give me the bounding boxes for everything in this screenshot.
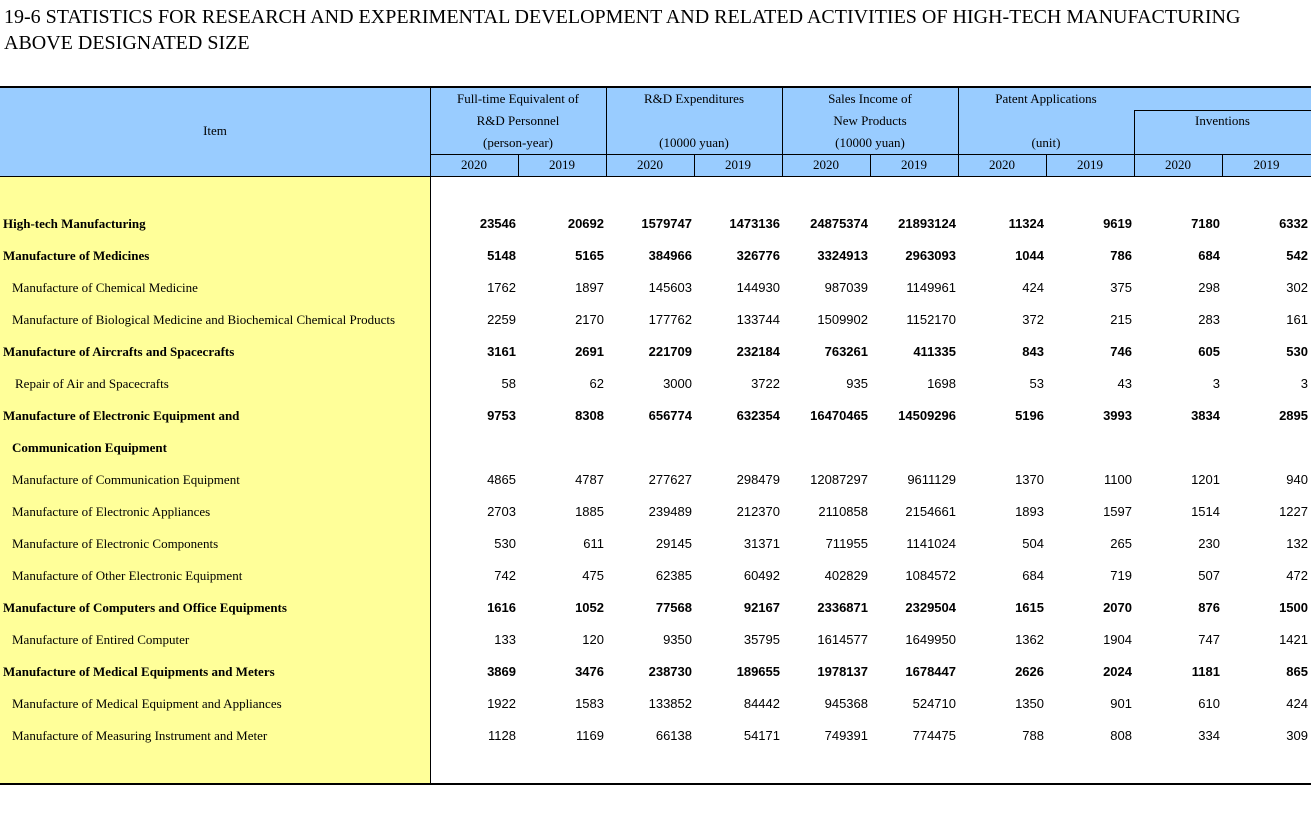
header-sales-line2: New Products: [833, 113, 907, 128]
table-cell: 4865: [487, 472, 516, 487]
table-cell: 3: [1212, 376, 1220, 391]
header-patent-unit: (unit): [1031, 135, 1061, 150]
row-label: Manufacture of Biological Medicine and Biochemical Chemical Products: [12, 312, 396, 327]
table-cell: 1128: [488, 728, 516, 743]
table-cell: 334: [1198, 728, 1220, 743]
table-cell: 935: [846, 376, 868, 391]
row-label: Manufacture of Aircrafts and Spacecrafts: [3, 344, 235, 359]
row-label: Manufacture of Computers and Office Equipments: [3, 600, 287, 615]
table-cell: 605: [1198, 344, 1220, 359]
row-label: Manufacture of Communication Equipment: [12, 472, 240, 487]
table-cell: 298: [1198, 280, 1220, 295]
table-cell: 120: [582, 632, 604, 647]
table-cell: 84442: [743, 696, 780, 711]
header-fte-line1: Full-time Equivalent of: [456, 91, 580, 106]
row-label: Manufacture of Electronic Appliances: [12, 504, 211, 519]
row-label: Manufacture of Medical Equipments and Meters: [3, 664, 275, 679]
table-cell: 189655: [736, 664, 780, 679]
table-cell: 144930: [736, 280, 780, 295]
table-cell: 1084572: [905, 568, 956, 583]
table-cell: 132: [1286, 536, 1308, 551]
table-cell: 843: [1022, 344, 1044, 359]
table-cell: 2154661: [905, 504, 956, 519]
table-cell: 23546: [479, 216, 516, 231]
table-cell: 9350: [663, 632, 692, 647]
table-cell: 684: [1022, 568, 1044, 583]
table-cell: 21893124: [898, 216, 956, 231]
table-cell: 372: [1022, 312, 1044, 327]
header-patent-applications: Patent Applications: [995, 91, 1097, 106]
table-cell: 54171: [743, 728, 780, 743]
table-cell: 746: [1110, 344, 1132, 359]
table-cell: 402829: [824, 568, 868, 583]
table-cell: 3000: [663, 376, 692, 391]
table-cell: 221709: [648, 344, 692, 359]
table-cell: 610: [1198, 696, 1220, 711]
table-cell: 375: [1110, 280, 1132, 295]
table-cell: 1678447: [905, 664, 956, 679]
table-cell: 1473136: [729, 216, 780, 231]
title-line-1: 19-6 STATISTICS FOR RESEARCH AND EXPERIMENTAL DEVELOPMENT AND RELATED ACTIVITIES OF HIGH-TECH MANUFACTURING: [4, 6, 1241, 28]
table-cell: 1169: [576, 728, 604, 743]
header-fte-unit: (person-year): [482, 135, 553, 150]
table-cell: 20692: [567, 216, 604, 231]
table-cell: 283: [1198, 312, 1220, 327]
table-cell: 31371: [743, 536, 780, 551]
row-label: Manufacture of Medicines: [3, 248, 150, 263]
table-cell: 133: [494, 632, 516, 647]
table-cell: 16470465: [810, 408, 868, 423]
table-cell: 3722: [751, 376, 780, 391]
table-cell: 1579747: [641, 216, 692, 231]
table-cell: 133744: [736, 312, 780, 327]
table-cell: 145603: [648, 280, 692, 295]
table-cell: 277627: [648, 472, 692, 487]
year-label: 2019: [725, 157, 751, 172]
table-cell: 786: [1110, 248, 1132, 263]
year-label: 2019: [549, 157, 575, 172]
table-cell: 719: [1110, 568, 1132, 583]
table-cell: 2024: [1103, 664, 1132, 679]
table-cell: 2703: [487, 504, 516, 519]
table-cell: 1350: [1015, 696, 1044, 711]
table-cell: 2691: [575, 344, 604, 359]
table-cell: 14509296: [898, 408, 956, 423]
table-cell: 1904: [1103, 632, 1132, 647]
table-cell: 92167: [743, 600, 780, 615]
table-cell: 1362: [1015, 632, 1044, 647]
table-cell: 1044: [1015, 248, 1044, 263]
table-cell: 326776: [736, 248, 780, 263]
header-item: Item: [203, 123, 227, 138]
table-cell: 611: [583, 536, 604, 551]
year-label: 2020: [813, 157, 839, 172]
table-cell: 35795: [743, 632, 780, 647]
header-inventions: Inventions: [1195, 113, 1250, 128]
table-cell: 1201: [1191, 472, 1220, 487]
row-label: Manufacture of Other Electronic Equipment: [12, 568, 243, 583]
table-cell: 161: [1286, 312, 1308, 327]
table-cell: 504: [1022, 536, 1044, 551]
row-label: Manufacture of Medical Equipment and Appliances: [12, 696, 282, 711]
table-cell: 60492: [743, 568, 780, 583]
table-cell: 1597: [1103, 504, 1132, 519]
table-cell: 3834: [1191, 408, 1220, 423]
row-label: Manufacture of Electronic Equipment and: [3, 408, 240, 423]
table-cell: 742: [494, 568, 516, 583]
table-cell: 2070: [1103, 600, 1132, 615]
table-cell: 945368: [824, 696, 868, 711]
table-cell: 2110858: [818, 504, 868, 519]
table-cell: 1149961: [906, 280, 956, 295]
table-cell: 6332: [1279, 216, 1308, 231]
header-fte-line2: R&D Personnel: [476, 113, 560, 128]
table-cell: 212370: [736, 504, 780, 519]
table-cell: 656774: [648, 408, 692, 423]
table-cell: 542: [1286, 248, 1308, 263]
table-cell: 507: [1198, 568, 1220, 583]
row-label: High-tech Manufacturing: [3, 216, 146, 231]
table-cell: 987039: [824, 280, 868, 295]
table-cell: 2259: [487, 312, 516, 327]
year-label: 2019: [1253, 157, 1280, 172]
table-cell: 1500: [1279, 600, 1308, 615]
header-rd-expenditures: R&D Expenditures: [643, 91, 744, 106]
table-cell: 133852: [648, 696, 692, 711]
table-cell: 940: [1286, 472, 1308, 487]
table-cell: 5148: [487, 248, 516, 263]
row-label: Manufacture of Chemical Medicine: [12, 280, 198, 295]
table-cell: 1897: [575, 280, 604, 295]
table-cell: 53: [1029, 376, 1044, 391]
year-label: 2020: [461, 157, 487, 172]
year-label: 2019: [1077, 157, 1103, 172]
row-label: Manufacture of Measuring Instrument and Meter: [12, 728, 268, 743]
row-label: Repair of Air and Spacecrafts: [15, 376, 169, 391]
table-cell: 29145: [655, 536, 692, 551]
table-cell: 5196: [1015, 408, 1044, 423]
table-cell: 1052: [575, 600, 604, 615]
table-cell: 530: [1286, 344, 1308, 359]
table-cell: 309: [1286, 728, 1308, 743]
table-bottom-rule: [0, 783, 1311, 785]
table-cell: 3324913: [817, 248, 868, 263]
table-cell: 66138: [655, 728, 692, 743]
table-cell: 1616: [487, 600, 516, 615]
table-cell: 747: [1198, 632, 1220, 647]
table-cell: 2895: [1279, 408, 1308, 423]
table-cell: 239489: [648, 504, 692, 519]
table-cell: 711955: [825, 536, 868, 551]
table-cell: 1649950: [905, 632, 956, 647]
table-cell: 424: [1022, 280, 1044, 295]
header-rd-unit: (10000 yuan): [659, 135, 729, 150]
table-cell: 632354: [736, 408, 780, 423]
table-cell: 9753: [487, 408, 516, 423]
table-cell: 1698: [927, 376, 956, 391]
table-cell: 1421: [1279, 632, 1308, 647]
table-cell: 1181: [1191, 664, 1220, 679]
table-cell: 77568: [655, 600, 692, 615]
table-cell: 749391: [824, 728, 868, 743]
table-cell: 2626: [1015, 664, 1044, 679]
table-cell: 2170: [575, 312, 604, 327]
table-cell: 4787: [575, 472, 604, 487]
table-cell: 62: [589, 376, 604, 391]
year-label: 2020: [637, 157, 663, 172]
table-cell: 2329504: [905, 600, 956, 615]
year-label: 2020: [989, 157, 1015, 172]
table-cell: 230: [1198, 536, 1220, 551]
table-cell: 1509902: [817, 312, 868, 327]
table-cell: 11324: [1008, 216, 1044, 231]
table-cell: 424: [1286, 696, 1308, 711]
table-cell: 7180: [1191, 216, 1220, 231]
table-cell: 865: [1286, 664, 1308, 679]
header-sales-line1: Sales Income of: [828, 91, 912, 106]
table-cell: 3476: [575, 664, 604, 679]
table-cell: 384966: [648, 248, 692, 263]
table-cell: 43: [1117, 376, 1132, 391]
table-cell: 1583: [575, 696, 604, 711]
table-cell: 788: [1022, 728, 1044, 743]
table-cell: 62385: [655, 568, 692, 583]
table-cell: 530: [494, 536, 516, 551]
table-cell: 238730: [648, 664, 692, 679]
table-cell: 9611129: [907, 472, 956, 487]
year-label: 2020: [1165, 157, 1191, 172]
table-cell: 1615: [1015, 600, 1044, 615]
table-cell: 901: [1110, 696, 1132, 711]
table-cell: 472: [1286, 568, 1308, 583]
table-cell: 2963093: [905, 248, 956, 263]
table-cell: 215: [1110, 312, 1132, 327]
table-cell: 808: [1110, 728, 1132, 743]
table-cell: 774475: [912, 728, 956, 743]
table-cell: 1885: [575, 504, 604, 519]
table-cell: 1370: [1015, 472, 1044, 487]
table-cell: 8308: [575, 408, 604, 423]
table-cell: 524710: [912, 696, 956, 711]
title-line-2: ABOVE DESIGNATED SIZE: [4, 32, 250, 54]
table-cell: 1227: [1279, 504, 1308, 519]
table-cell: 302: [1286, 280, 1308, 295]
table-cell: 684: [1198, 248, 1220, 263]
table-cell: 232184: [736, 344, 780, 359]
row-label: Communication Equipment: [12, 440, 167, 455]
table-cell: 763261: [824, 344, 868, 359]
table-cell: 1978137: [817, 664, 868, 679]
table-cell: 876: [1198, 600, 1220, 615]
table-cell: 3869: [487, 664, 516, 679]
table-cell: 24875374: [810, 216, 868, 231]
table-cell: 298479: [736, 472, 780, 487]
table-cell: 3993: [1103, 408, 1132, 423]
table-cell: 1922: [487, 696, 516, 711]
table-cell: 1614577: [817, 632, 868, 647]
table-cell: 177762: [648, 312, 692, 327]
table-cell: 475: [582, 568, 604, 583]
table-cell: 265: [1110, 536, 1132, 551]
table-cell: 1141024: [906, 536, 956, 551]
table-cell: 2336871: [817, 600, 868, 615]
table-cell: 5165: [575, 248, 604, 263]
table-cell: 58: [501, 376, 516, 391]
table-cell: 1514: [1191, 504, 1220, 519]
table-cell: 12087297: [810, 472, 868, 487]
row-label: Manufacture of Electronic Components: [12, 536, 219, 551]
table-cell: 9619: [1103, 216, 1132, 231]
table-cell: 1152170: [906, 312, 956, 327]
table-title: [4, 4, 1304, 56]
table-cell: 411335: [913, 344, 956, 359]
table-cell: 1100: [1104, 472, 1132, 487]
table-cell: 1893: [1015, 504, 1044, 519]
table-cell: 1762: [487, 280, 516, 295]
year-label: 2019: [901, 157, 927, 172]
table-cell: 3161: [487, 344, 516, 359]
row-label: Manufacture of Entired Computer: [12, 632, 190, 647]
table-cell: 3: [1300, 376, 1308, 391]
header-sales-unit: (10000 yuan): [835, 135, 905, 150]
